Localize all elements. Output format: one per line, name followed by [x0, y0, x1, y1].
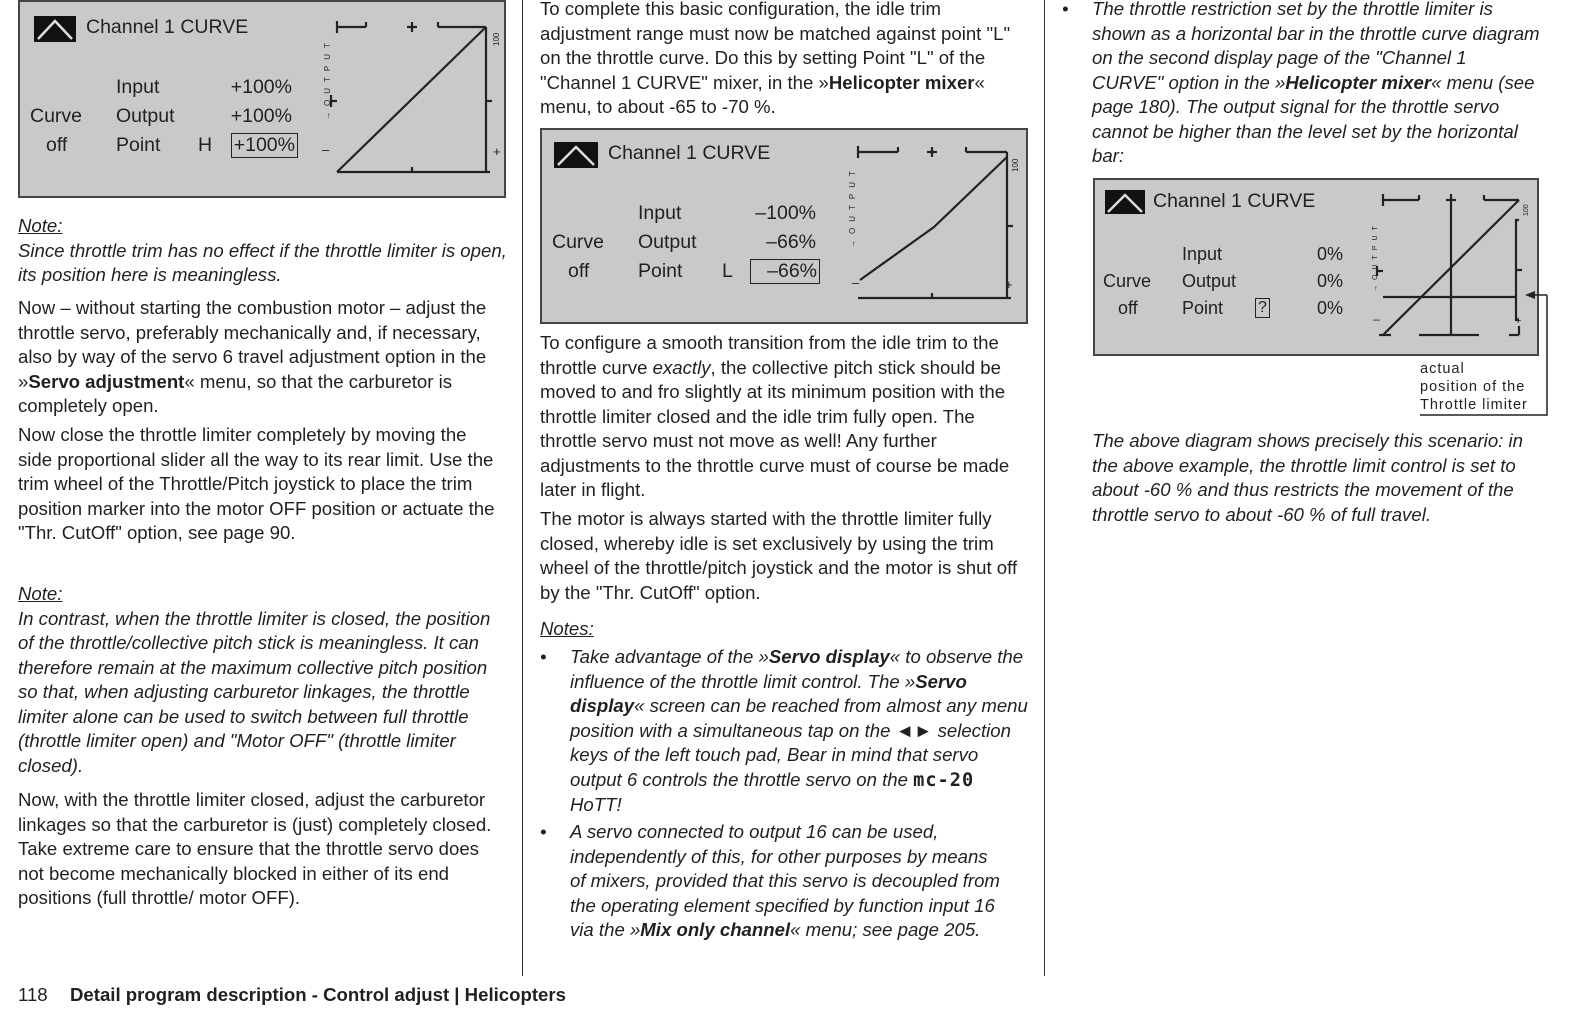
bullet-item — [540, 645, 1030, 818]
lcd-panel-point-h — [18, 0, 506, 198]
curve-label: Curve — [1103, 271, 1152, 291]
menu-name: Helicopter mixer — [828, 71, 975, 93]
menu-name: Servo adjustment — [28, 370, 185, 392]
paragraph: Now, with the throttle limiter closed, adjust the carburetor linkages so that the carburetor is (just) completely closed. Take extreme care to ensure that the throttle servo does not become mechanically blocked in either of its end positions (full throttle/ motor OFF). — [18, 789, 492, 908]
menu-name: Helicopter mixer — [1285, 71, 1432, 93]
note-2 — [18, 582, 508, 778]
svg-text:100: 100 — [1011, 158, 1020, 172]
text: To configure a smooth transition from the idle trim to the throttle curve — [540, 332, 999, 378]
input-label: Input — [638, 202, 682, 224]
note-text: In contrast, when the throttle limiter is closed, the position of the throttle/collective pitch stick is meaningless. It can therefore remain at the maximum collective pitch position so that, when adjusting carburetor linkages, the throttle limiter alone can be used to switch between full throttle (throttle limiter open) and "Motor OFF" (throttle limiter closed). — [18, 607, 491, 776]
text: The throttle restriction set by the throttle limiter is shown as a horizontal bar in the throttle curve diagram on the second display page of the "Channel 1 CURVE" option in the » — [1092, 0, 1540, 93]
text: « menu, so that the carburetor is completely open. — [18, 370, 453, 416]
text: HoTT! — [570, 794, 622, 815]
page-number: 118 — [18, 984, 48, 1005]
output-label: Output — [1182, 271, 1237, 291]
paragraph: The motor is always started with the throttle limiter fully closed, whereby idle is set exclusively by using the trim wheel of the throttle/pitch joystick and the motor is shut off by the "Thr. CutOff" option. — [540, 508, 1018, 603]
note-label: Note: — [18, 215, 63, 236]
output-value: 0% — [1316, 271, 1343, 291]
svg-text:100: 100 — [492, 32, 501, 46]
bullet-icon: • — [540, 821, 547, 842]
svg-text:+: + — [1005, 277, 1013, 292]
curve-state: off — [46, 134, 68, 156]
input-label: Input — [116, 76, 160, 98]
limiter-caption — [1420, 360, 1528, 414]
output-value: +100% — [230, 105, 292, 127]
bullet-icon: • — [540, 646, 547, 667]
note-1 — [18, 214, 508, 288]
point-value: 0% — [1316, 298, 1343, 318]
point-label: Point — [638, 260, 683, 282]
paragraph — [540, 331, 1024, 503]
paragraph — [540, 0, 1030, 120]
svg-text:–: – — [852, 275, 860, 290]
bullet-item — [1062, 0, 1542, 169]
panel-title: Channel 1 CURVE — [1153, 190, 1316, 212]
text: « screen can be reached from almost any menu position with a simultaneous tap on the ◄► selection keys of the left touch pad, Bear in mind that servo output 6 controls the throttle servo on the — [570, 695, 1028, 790]
caption-line: position of the — [1420, 379, 1526, 395]
svg-text:→OUTPUT: →OUTPUT — [848, 165, 857, 248]
point-id: H — [198, 134, 213, 156]
point-value: +100% — [231, 133, 298, 158]
svg-text:→OUTPUT: →OUTPUT — [323, 37, 332, 120]
note-text: Since throttle trim has no effect if the throttle limiter is open, its position here is meaningless. — [18, 239, 507, 285]
menu-name: Servo display — [768, 646, 890, 667]
bullet-item — [540, 820, 1000, 943]
paragraph — [18, 296, 504, 419]
text: Now – without starting the combustion motor – adjust the throttle servo, preferably mechanically and, if necessary, also by way of the servo 6 travel adjustment option in the » — [18, 297, 487, 392]
svg-text:–: – — [1373, 312, 1380, 326]
point-label: Point — [1182, 298, 1224, 318]
point-label: Point — [116, 134, 161, 156]
bullet-icon: • — [1062, 0, 1069, 19]
svg-text:–: – — [322, 142, 330, 157]
output-value: –66% — [766, 231, 816, 253]
input-value: 0% — [1316, 244, 1343, 264]
caption-line: Throttle limiter — [1420, 397, 1528, 413]
point-id: L — [722, 260, 733, 282]
input-value: +100% — [230, 76, 292, 98]
svg-text:100: 100 — [1523, 204, 1530, 216]
panel-title: Channel 1 CURVE — [608, 142, 771, 164]
curve-state: off — [1118, 298, 1138, 318]
point-id: ? — [1255, 298, 1270, 318]
panel-title: Channel 1 CURVE — [86, 16, 249, 38]
output-label: Output — [638, 231, 697, 253]
text: To complete this basic configuration, the idle trim adjustment range must now be matched against point "L" on the throttle curve. Do this by setting Point "L" of the "Channel 1 CURVE" mixer, in the » — [540, 0, 1011, 93]
curve-label: Curve — [30, 105, 83, 127]
column-divider — [522, 0, 523, 976]
svg-text:+: + — [493, 144, 501, 159]
menu-name: Mix only channel — [640, 919, 791, 940]
curve-label: Curve — [552, 231, 605, 253]
input-value: –100% — [755, 202, 816, 224]
text: « menu; see page 205. — [790, 919, 981, 940]
mc20-logo: mc-20 — [913, 769, 975, 791]
paragraph: The above diagram shows precisely this scenario: in the above example, the throttle limit control is set to about -60 % and thus restricts the movement of the throttle servo to about -60 % of full travel. — [1092, 430, 1523, 525]
text: « menu, to about -65 to -70 %. — [540, 71, 985, 117]
paragraph: Now close the throttle limiter completely by moving the side proportional slider all the way to its rear limit. Use the trim wheel of the Throttle/Pitch joystick to place the trim position marker into the motor OFF position or actuate the "Thr. CutOff" option, see page 90. — [18, 424, 495, 543]
output-label: Output — [116, 105, 175, 127]
column-divider — [1044, 0, 1045, 976]
point-value: –66% — [750, 259, 820, 284]
caption-line: actual — [1420, 361, 1465, 377]
svg-text:+: + — [1515, 315, 1522, 327]
text: A servo connected to output 16 can be used, independently of this, for other purposes by means of mixers, provided that this servo is decoupled from the operating element specified by function input 16 via the » — [570, 821, 1000, 940]
notes-label: Notes: — [540, 618, 594, 639]
text: Take advantage of the » — [570, 646, 769, 667]
text: « to observe the influence of the throttle limit control. The » — [570, 646, 1024, 692]
text: « menu (see page 180). The output signal for the throttle servo cannot be higher than the level set by the horizontal bar: — [1092, 71, 1535, 166]
input-label: Input — [1182, 244, 1223, 264]
emphasis: exactly — [652, 356, 711, 378]
footer-title: Detail program description - Control adjust | Helicopters — [70, 984, 566, 1005]
curve-state: off — [568, 260, 590, 282]
lcd-panel-point-l — [540, 128, 1028, 324]
text: , the collective pitch stick should be moved to and fro slightly at its minimum position with the throttle limiter closed and the idle trim fully open. The throttle servo must not move as well! Any further adjustments to the throttle curve must of course be made later in flight. — [540, 356, 1010, 500]
menu-name: Servo display — [570, 670, 967, 716]
svg-text:→OUTPUT: →OUTPUT — [1372, 221, 1379, 292]
note-label: Note: — [18, 583, 63, 604]
